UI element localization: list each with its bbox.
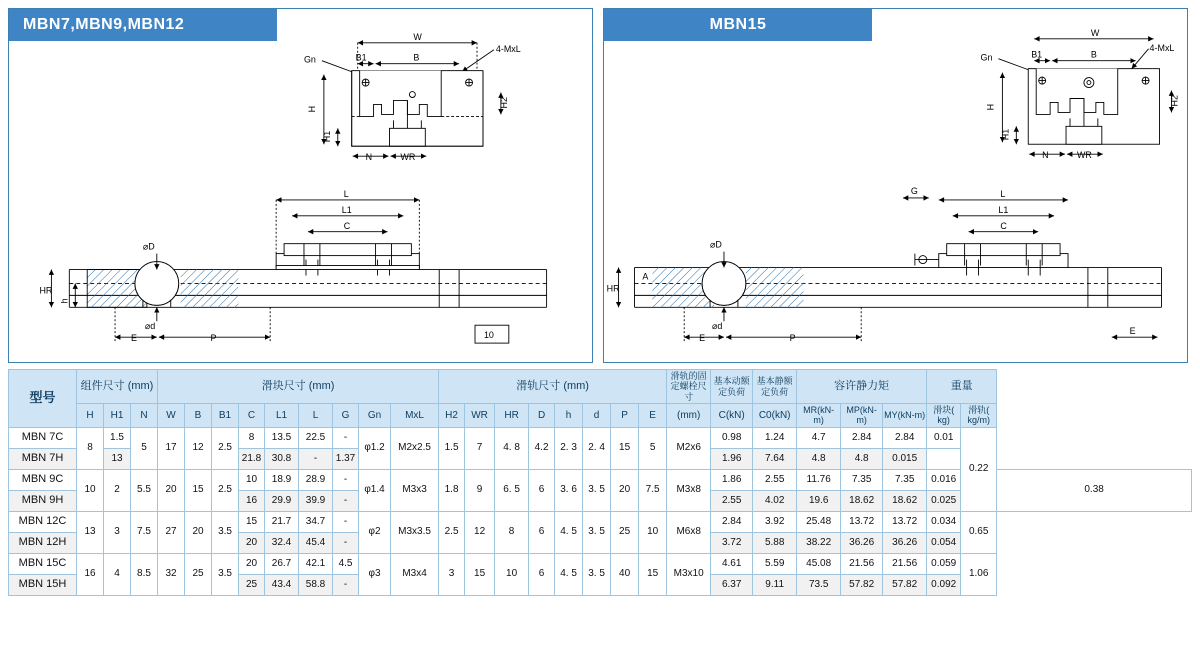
table-row [9, 511, 1192, 532]
row-model-name: MBN 12H [9, 532, 77, 553]
svg-text:4-MxL: 4-MxL [1149, 42, 1175, 53]
spec-table [8, 369, 1192, 596]
col-HR: HR [495, 404, 529, 428]
cell-w_block: 0.034 [927, 511, 961, 532]
col-C0-kn: C0(kN) [753, 404, 797, 428]
cell-Gn: φ3 [359, 553, 391, 595]
cell-B1: 2.5 [212, 427, 239, 469]
cell-bolt: M6x8 [667, 511, 711, 553]
cell-WR: 9 [465, 469, 495, 511]
cell-WR: 15 [465, 553, 495, 595]
cell-H: 13 [77, 511, 104, 553]
cell-B1: 3.5 [212, 553, 239, 595]
cell-C: 20 [239, 553, 265, 574]
cell-L1: 13.5 [265, 427, 299, 448]
cell-W: 32 [158, 553, 185, 595]
cell-MY: 2.84 [883, 427, 927, 448]
row-model-name: MBN 7C [9, 427, 77, 448]
svg-text:H: H [306, 105, 317, 113]
svg-text:W: W [413, 31, 422, 42]
cell-G: - [333, 427, 359, 448]
cell-MY: 57.82 [883, 574, 927, 595]
cell-H1: 4 [104, 553, 131, 595]
svg-text:C: C [343, 220, 351, 231]
cell-MxL: M3x4 [391, 553, 439, 595]
svg-text:E: E [130, 333, 137, 344]
svg-text:⌀D: ⌀D [142, 241, 155, 252]
row-model-name: MBN 9C [9, 469, 77, 490]
group-block-dims: 滑块尺寸 (mm) [158, 370, 439, 404]
row-model-name: MBN 12C [9, 511, 77, 532]
cell-C0_kn: 5.59 [753, 553, 797, 574]
cell-H2: 1.8 [439, 469, 465, 511]
svg-text:B1: B1 [1031, 49, 1043, 60]
col-bolt-mm: (mm) [667, 404, 711, 428]
cell-C: 13 [104, 448, 131, 469]
table-row [9, 427, 1192, 448]
cell-w_rail: 0.65 [961, 511, 997, 553]
table-subheader-row [9, 404, 1192, 428]
cell-L: 42.1 [299, 553, 333, 574]
cell-HR: 10 [495, 553, 529, 595]
cell-HR: 6. 5 [495, 469, 529, 511]
cell-MY: 13.72 [883, 511, 927, 532]
cell-W: 27 [158, 511, 185, 553]
svg-text:H2: H2 [498, 96, 509, 109]
cell-Gn: φ2 [359, 511, 391, 553]
svg-text:C: C [1000, 220, 1007, 231]
cell-B: 12 [185, 427, 212, 469]
cell-G: - [299, 448, 333, 469]
col-MP: MP(kN-m) [841, 404, 883, 428]
cell-d: 2. 4 [583, 427, 611, 469]
cell-N: 5.5 [131, 469, 158, 511]
svg-text:L1: L1 [998, 204, 1009, 215]
cell-C: 15 [239, 511, 265, 532]
cell-MY: 36.26 [883, 532, 927, 553]
svg-text:E: E [1129, 326, 1136, 337]
svg-text:N: N [365, 152, 373, 163]
cell-HR: 8 [495, 511, 529, 553]
cell-L: 28.9 [299, 469, 333, 490]
panel-title-1: MBN7,MBN9,MBN12 [9, 9, 277, 41]
cell-D: 6 [529, 511, 555, 553]
cell-G: 4.5 [333, 553, 359, 574]
cell-B: 25 [185, 553, 212, 595]
cell-MR: 25.48 [797, 511, 841, 532]
col-G: G [333, 404, 359, 428]
svg-text:P: P [210, 333, 217, 344]
spec-table-wrap [0, 363, 1200, 604]
cell-L: 45.4 [299, 532, 333, 553]
cell-C: 10 [239, 469, 265, 490]
cell-C_kn: 4.61 [711, 553, 753, 574]
cell-MP: 21.56 [841, 553, 883, 574]
svg-text:10: 10 [483, 330, 494, 341]
svg-text:H1: H1 [1000, 128, 1011, 141]
cell-H1: 2 [104, 469, 131, 511]
svg-text:H1: H1 [321, 130, 332, 143]
cell-H2: 2.5 [439, 511, 465, 553]
col-C-kn: C(kN) [711, 404, 753, 428]
cell-C0_kn: 2.55 [753, 469, 797, 490]
cell-L1: 43.4 [265, 574, 299, 595]
svg-text:Gn: Gn [980, 52, 993, 63]
cell-L1: 21.7 [265, 511, 299, 532]
cell-w_block: 0.059 [927, 553, 961, 574]
cell-L1: 26.7 [265, 553, 299, 574]
cell-P: 40 [611, 553, 639, 595]
group-rail-bolt: 滑轨的固定螺栓尺寸 [667, 370, 711, 404]
col-MxL: MxL [391, 404, 439, 428]
cell-MP: 13.72 [841, 511, 883, 532]
cell-MY: 21.56 [883, 553, 927, 574]
cell-L1: 29.9 [265, 490, 299, 511]
svg-text:E: E [699, 333, 706, 344]
group-rail-dims: 滑轨尺寸 (mm) [439, 370, 667, 404]
cell-w_block: 0.025 [927, 490, 961, 511]
panel-mbn7-9-12 [8, 8, 593, 363]
svg-text:L: L [343, 188, 349, 199]
col-B1: B1 [212, 404, 239, 428]
cell-B1: 3.5 [212, 511, 239, 553]
cell-MR: 45.08 [797, 553, 841, 574]
group-assembly-dims: 组件尺寸 (mm) [77, 370, 158, 404]
cell-MxL: M3x3.5 [391, 511, 439, 553]
cell-d: 3. 5 [583, 553, 611, 595]
col-weight-block: 滑块( kg) [927, 404, 961, 428]
svg-text:L: L [1000, 188, 1006, 199]
cell-L1: 21.8 [239, 448, 265, 469]
svg-text:B1: B1 [355, 52, 367, 63]
cell-G: - [333, 574, 359, 595]
cell-MY: 4.8 [841, 448, 883, 469]
col-E: E [639, 404, 667, 428]
cell-bolt: M3x10 [667, 553, 711, 595]
cell-w_rail: 1.06 [961, 553, 997, 595]
cell-D: 6 [529, 469, 555, 511]
cell-E: 15 [639, 553, 667, 595]
cell-w_block: 0.01 [927, 427, 961, 448]
cell-H: 16 [77, 553, 104, 595]
cell-MP: 7.35 [841, 469, 883, 490]
svg-text:Gn: Gn [303, 54, 316, 65]
group-static-load: 基本静额定负荷 [753, 370, 797, 404]
cell-MR: 73.5 [797, 574, 841, 595]
group-static-moment: 容许静力矩 [797, 370, 927, 404]
cell-L: 22.5 [299, 427, 333, 448]
cell-C: 20 [239, 532, 265, 553]
svg-text:HR: HR [39, 285, 53, 296]
svg-text:H2: H2 [1169, 95, 1180, 107]
cell-WR: 12 [465, 511, 495, 553]
cell-w_rail: 0.22 [961, 427, 997, 511]
cell-MP: 57.82 [841, 574, 883, 595]
row-model-name: MBN 15C [9, 553, 77, 574]
cell-MP: 36.26 [841, 532, 883, 553]
cell-H2: 1.5 [439, 427, 465, 469]
svg-text:B: B [1090, 49, 1097, 60]
svg-text:L1: L1 [341, 204, 352, 215]
svg-text:B: B [413, 52, 420, 63]
col-D: D [529, 404, 555, 428]
cell-W: 20 [158, 469, 185, 511]
cell-L: 39.9 [299, 490, 333, 511]
cell-G: - [333, 532, 359, 553]
cell-MP: 2.84 [841, 427, 883, 448]
table-row [9, 553, 1192, 574]
cell-MY: 7.35 [883, 469, 927, 490]
cell-H1: 3 [104, 511, 131, 553]
col-MY: MY(kN-m) [883, 404, 927, 428]
cell-bolt: M3x8 [667, 469, 711, 511]
cell-N: 8.5 [131, 553, 158, 595]
cell-N: 5 [131, 427, 158, 469]
cell-D: 6 [529, 553, 555, 595]
svg-text:4-MxL: 4-MxL [495, 43, 521, 54]
group-dynamic-load: 基本动额定负荷 [711, 370, 753, 404]
cell-MxL: M2x2.5 [391, 427, 439, 469]
col-H1: H1 [104, 404, 131, 428]
row-model-name: MBN 7H [9, 448, 77, 469]
cell-C: 8 [239, 427, 265, 448]
cell-H: 10 [77, 469, 104, 511]
cell-H2: 3 [439, 553, 465, 595]
col-B: B [185, 404, 212, 428]
svg-text:⌀d: ⌀d [712, 321, 723, 332]
cell-D: 4.2 [529, 427, 555, 469]
cell-MxL: M3x3 [391, 469, 439, 511]
cell-w_rail: 0.38 [997, 469, 1192, 511]
col-MR: MR(kN-m) [797, 404, 841, 428]
cell-MP: 18.62 [841, 490, 883, 511]
cell-C_kn: 1.86 [711, 469, 753, 490]
cell-G: - [333, 511, 359, 532]
cell-C0_kn: 4.02 [753, 490, 797, 511]
cell-MP: 4.8 [797, 448, 841, 469]
cell-MR: 38.22 [797, 532, 841, 553]
cell-h: 2. 3 [555, 427, 583, 469]
table-row [9, 469, 1192, 490]
cell-L: 34.7 [299, 511, 333, 532]
cell-L1: 32.4 [265, 532, 299, 553]
col-h: h [555, 404, 583, 428]
cell-Gn: φ1.2 [359, 427, 391, 469]
cell-C_kn: 2.84 [711, 511, 753, 532]
cell-G: - [333, 469, 359, 490]
col-Gn: Gn [359, 404, 391, 428]
drawing-mbn15 [604, 9, 1187, 362]
cell-C0_kn: 9.11 [753, 574, 797, 595]
cell-E: 5 [639, 427, 667, 469]
cell-C_kn: 0.98 [711, 427, 753, 448]
cell-E: 10 [639, 511, 667, 553]
cell-B1: 2.5 [212, 469, 239, 511]
cell-C0_kn: 3.92 [753, 511, 797, 532]
cell-H: 8 [77, 427, 104, 469]
svg-text:W: W [1090, 27, 1100, 38]
cell-w_block: 0.092 [927, 574, 961, 595]
svg-text:⌀d: ⌀d [144, 321, 156, 332]
cell-W: 17 [158, 427, 185, 469]
cell-C0_kn: 1.96 [711, 448, 753, 469]
col-model: 型号 [9, 370, 77, 428]
cell-P: 20 [611, 469, 639, 511]
cell-P: 25 [611, 511, 639, 553]
col-W: W [158, 404, 185, 428]
col-H2: H2 [439, 404, 465, 428]
svg-text:A: A [642, 271, 649, 282]
cell-C: 16 [239, 490, 265, 511]
row-model-name: MBN 15H [9, 574, 77, 595]
panel-title-2: MBN15 [604, 9, 872, 41]
cell-h: 3. 6 [555, 469, 583, 511]
cell-h: 4. 5 [555, 511, 583, 553]
cell-B: 15 [185, 469, 212, 511]
cell-L: 30.8 [265, 448, 299, 469]
cell-P: 15 [611, 427, 639, 469]
drawing-mbn7-9-12 [9, 9, 592, 362]
svg-text:H: H [985, 103, 996, 111]
cell-C_kn: 2.55 [711, 490, 753, 511]
col-weight-rail: 滑轨( kg/m) [961, 404, 997, 428]
cell-MR: 7.64 [753, 448, 797, 469]
table-group-header-row [9, 370, 1192, 404]
col-L1: L1 [265, 404, 299, 428]
panel-mbn15 [603, 8, 1188, 363]
svg-text:N: N [1042, 150, 1049, 161]
cell-WR: 7 [465, 427, 495, 469]
col-P: P [611, 404, 639, 428]
cell-E: 7.5 [639, 469, 667, 511]
cell-Gn: φ1.4 [359, 469, 391, 511]
svg-text:P: P [789, 333, 796, 344]
cell-G: - [333, 490, 359, 511]
cell-MR: 11.76 [797, 469, 841, 490]
cell-C: 25 [239, 574, 265, 595]
cell-C_kn: 6.37 [711, 574, 753, 595]
cell-H1: 1.5 [104, 427, 131, 448]
col-N: N [131, 404, 158, 428]
svg-text:WR: WR [1076, 150, 1092, 161]
group-weight: 重量 [927, 370, 997, 404]
cell-MR: 4.7 [797, 427, 841, 448]
svg-text:HR: HR [606, 283, 620, 294]
table-body [9, 427, 1192, 595]
svg-text:WR: WR [400, 152, 416, 163]
cell-C_kn: 1.37 [333, 448, 359, 469]
cell-L1: 18.9 [265, 469, 299, 490]
col-C: C [239, 404, 265, 428]
cell-w_block: 0.054 [927, 532, 961, 553]
cell-w_block: 0.016 [927, 469, 961, 490]
cell-C0_kn: 1.24 [753, 427, 797, 448]
cell-MY: 18.62 [883, 490, 927, 511]
cell-C_kn: 3.72 [711, 532, 753, 553]
col-H: H [77, 404, 104, 428]
row-model-name: MBN 9H [9, 490, 77, 511]
col-WR: WR [465, 404, 495, 428]
cell-d: 3. 5 [583, 469, 611, 511]
cell-d: 3. 5 [583, 511, 611, 553]
cell-w_block: 0.015 [883, 448, 927, 469]
svg-text:h: h [59, 298, 70, 304]
cell-h: 4. 5 [555, 553, 583, 595]
cell-HR: 4. 8 [495, 427, 529, 469]
col-d: d [583, 404, 611, 428]
cell-MR: 19.6 [797, 490, 841, 511]
cell-N: 7.5 [131, 511, 158, 553]
cell-C0_kn: 5.88 [753, 532, 797, 553]
svg-text:⌀D: ⌀D [710, 239, 722, 250]
cell-B: 20 [185, 511, 212, 553]
cell-bolt: M2x6 [667, 427, 711, 469]
cell-L: 58.8 [299, 574, 333, 595]
col-L: L [299, 404, 333, 428]
svg-text:G: G [910, 185, 918, 196]
